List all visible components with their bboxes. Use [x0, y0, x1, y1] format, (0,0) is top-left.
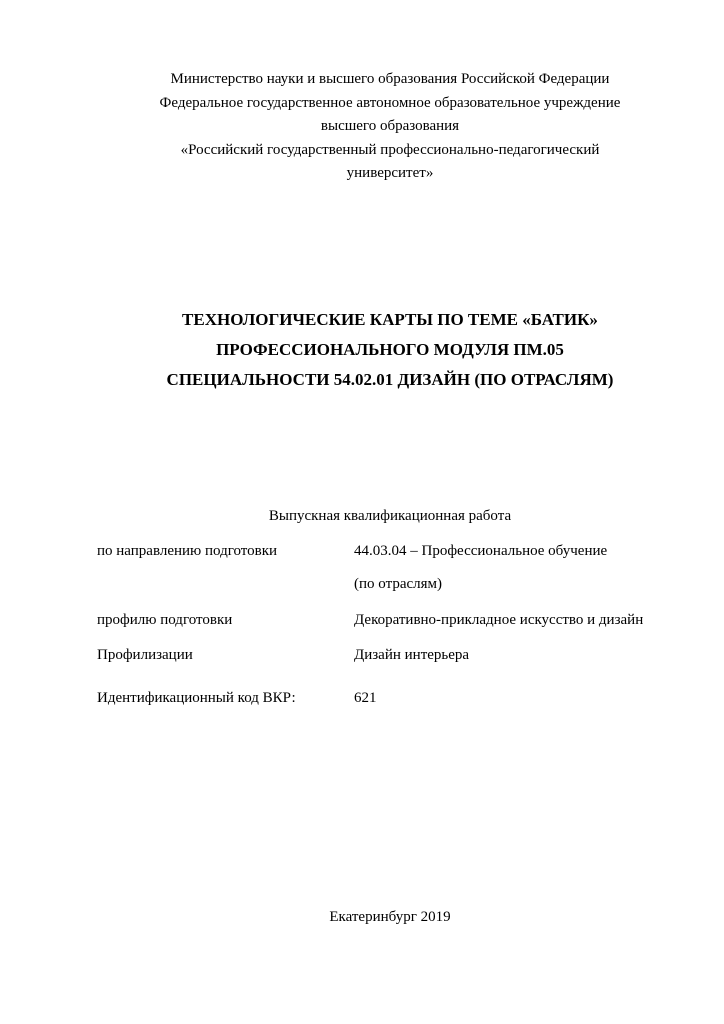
code-row [97, 688, 717, 708]
specialization-value: Дизайн интерьера [354, 647, 470, 663]
work-type: Выпускная квалификационная работа [268, 508, 512, 524]
direction-row [97, 541, 717, 561]
profile-value: Декоративно-прикладное искусство и дизайн [354, 612, 644, 628]
code-label: Идентификационный код ВКР: [97, 690, 296, 706]
university-name-line-end: университет» [346, 165, 434, 181]
thesis-title [60, 305, 720, 395]
title-line-1: ТЕХНОЛОГИЧЕСКИЕ КАРТЫ ПО ТЕМЕ «БАТИК» [182, 310, 598, 329]
ministry-line: Министерство науки и высшего образования Российской Федерации [170, 71, 610, 87]
direction-label: по направлению подготовки [97, 543, 278, 559]
direction-continuation-row [97, 574, 717, 594]
code-value: 621 [354, 690, 377, 706]
direction-value-continuation: (по отраслям) [354, 576, 443, 592]
specialization-label: Профилизации [97, 647, 193, 663]
specialization-row [97, 645, 717, 665]
education-level-line: высшего образования [320, 118, 460, 134]
profile-row [97, 610, 717, 630]
institution-type-line: Федеральное государственное автономное образовательное учреждение [159, 94, 621, 111]
institution-header [60, 68, 720, 186]
profile-label: профилю подготовки [97, 612, 233, 628]
title-line-2: ПРОФЕССИОНАЛЬНОГО МОДУЛЯ ПМ.05 [216, 340, 564, 359]
university-name-line: «Российский государственный профессионально-педагогический [180, 141, 600, 158]
title-line-3: СПЕЦИАЛЬНОСТИ 54.02.01 ДИЗАЙН (ПО ОТРАСЛЯМ) [166, 370, 614, 389]
direction-value: 44.03.04 – Профессиональное обучение [354, 543, 608, 559]
city-year: Екатеринбург 2019 [329, 909, 451, 925]
